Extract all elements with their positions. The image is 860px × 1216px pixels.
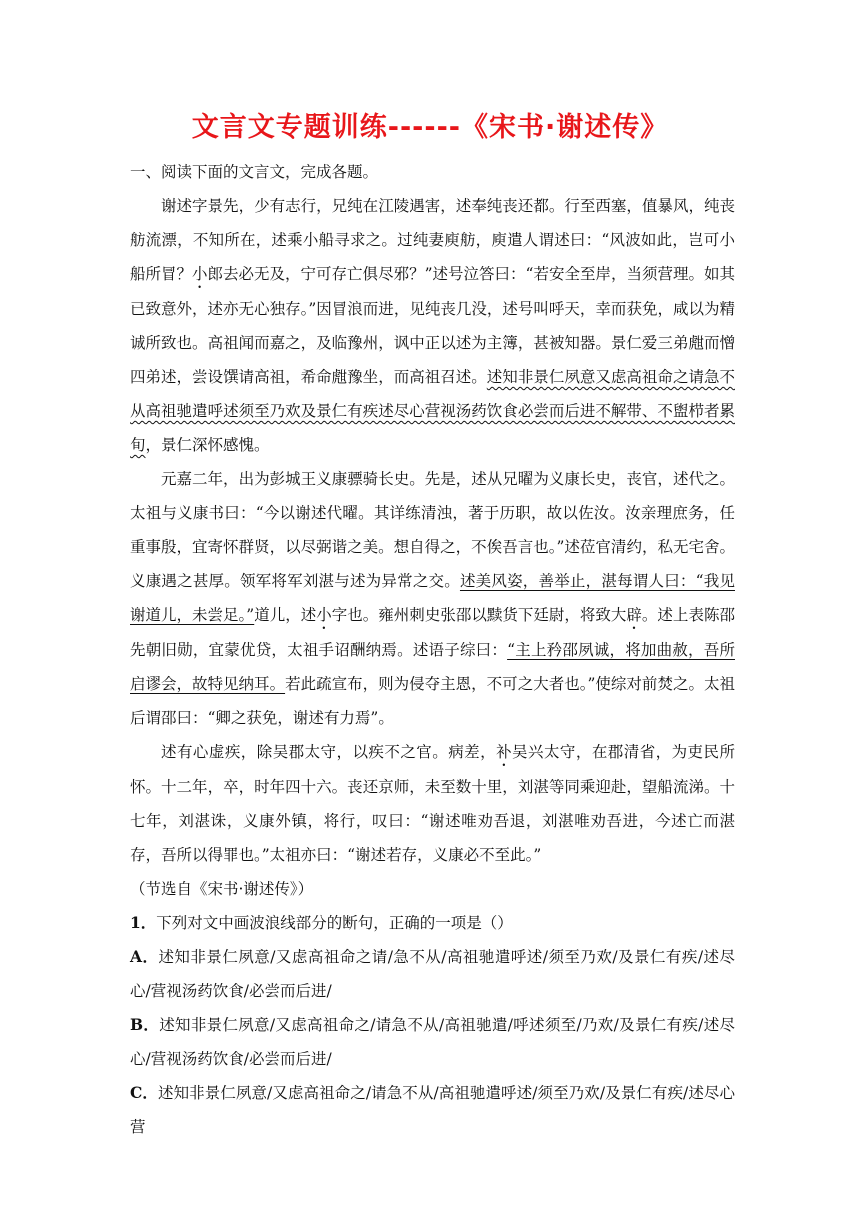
paragraph-text: 元嘉二年，出为彭城王义康骠骑长史。先是，述从兄曜为义康长史，丧官，述代之。太祖与义康书曰：“今以谢述代曜。其详练清浊，著于历职，故以佐汝。汝亲理庶务，任重事殷，宜寄怀群贤，以尽弼谐之美。想自得之，不俟吾言也。”述莅官清约，私无宅舍。义康遇之甚厚。领军将军刘湛与述为异常之交。 xyxy=(130,470,735,590)
paragraph-text: 郎去必无及，宁可存亡俱尽邪？”述号泣答曰：“若安全至岸，当须营理。如其已致意外，述亦无心独存。”因冒浪而进，见纯丧几没，述号叫呼天，幸而获免，咸以为精诚所致也。高祖闻而嘉之，及临豫州，讽中正以述为主簿，甚被知器。景仁爱三弟甝而憎四弟述，尝设馔请高祖，希命甝豫坐，而高祖召述。 xyxy=(130,265,735,386)
paragraph-text: 字也。雍州刺史张邵以黩货下廷尉，将致大 xyxy=(331,606,627,624)
underlined-sentence-2: “主上矜邵夙诚，将加曲赦，吾所启谬会，故特见纳耳。 xyxy=(130,641,735,693)
document-title: 文言文专题训练------《宋书·谢述传》 xyxy=(191,112,669,143)
wavy-underlined-passage: 述知非景仁夙意又虑高祖命之请急不从高祖驰遣呼述须至乃欢及景仁有疾述尽心营视汤药饮食必尝而后进不解带、不盥栉者累旬 xyxy=(130,368,735,454)
instruction: 一、阅读下面的文言文，完成各题。 xyxy=(130,163,379,181)
option-text: 述知非景仁夙意/又虑高祖命之请/急不从/高祖驰遣呼述/须至乃欢/及景仁有疾/述尽心/营视汤药饮食/必尝而后进/ xyxy=(130,948,735,1000)
source-citation: （节选自《宋书·谢述传》） xyxy=(130,880,314,898)
option-c xyxy=(130,1076,735,1144)
paragraph-text: 述有心虚疾，除吴郡太守，以疾不之官。病差， xyxy=(161,743,497,761)
dotted-character: 小 xyxy=(192,265,208,283)
paragraph-text: 吴兴太守，在郡清省，为吏民所怀。十二年，卒，时年四十六。丧还京师，未至数十里，刘湛等同乘迎赴，望船流涕。十七年，刘湛诛，义康外镇，将行，叹曰：“谢述唯劝吾退，刘湛唯劝吾进，今述亡而湛存，吾所以得罪也。”太祖亦曰：“谢述若存，义康必不至此。” xyxy=(130,743,735,864)
passage-paragraph-2 xyxy=(130,462,735,735)
passage-paragraph-1 xyxy=(130,189,735,462)
dotted-character: 小 xyxy=(316,606,332,624)
option-a xyxy=(130,940,735,1008)
option-key: B． xyxy=(130,1015,160,1034)
option-b xyxy=(130,1008,735,1076)
option-text: 述知非景仁夙意/又虑高祖命之/请急不从/高祖驰遣呼述/须至乃欢/及景仁有疾/述尽心营 xyxy=(130,1084,735,1136)
paragraph-text: 谢述字景先，少有志行，兄纯在江陵遇害，述奉纯丧还都。行至西塞，值暴风，纯丧舫流漂，不知所在，述乘小船寻求之。过纯妻庾舫，庾遣人谓述曰：“风波如此，岂可小船所冒？ xyxy=(130,197,735,283)
paragraph-text: ，景仁深怀感愧。 xyxy=(145,436,270,454)
option-key: A． xyxy=(130,947,159,966)
dotted-character: 辟 xyxy=(626,606,642,624)
paragraph-text: 道儿，述 xyxy=(254,606,317,624)
option-text: 述知非景仁夙意/又虑高祖命之/请急不从/高祖驰遣/呼述须至/乃欢/及景仁有疾/述尽心/营视汤药饮食/必尝而后进/ xyxy=(130,1016,735,1068)
underlined-sentence-1: 述美风姿，善举止，湛每谓人曰：“我见谢道儿，未尝足。” xyxy=(130,572,735,624)
paragraph-text: 若此疏宣布，则为侵夺主恩，不可之大者也。”使综对前焚之。太祖后谓邵曰：“卿之获免，谢述有力焉”。 xyxy=(130,675,735,727)
question-number: 1． xyxy=(130,913,157,932)
paragraph-text: 。述上表陈邵先朝旧勋，宜蒙优贷，太祖手诏酬纳焉。述语子综曰： xyxy=(130,606,735,659)
passage-paragraph-3 xyxy=(130,735,735,872)
dotted-character: 补 xyxy=(496,743,513,761)
document-body xyxy=(130,155,735,1144)
option-key: C． xyxy=(130,1083,158,1102)
question-text: 下列对文中画波浪线部分的断句，正确的一项是（） xyxy=(156,914,513,932)
question-1 xyxy=(130,906,735,940)
